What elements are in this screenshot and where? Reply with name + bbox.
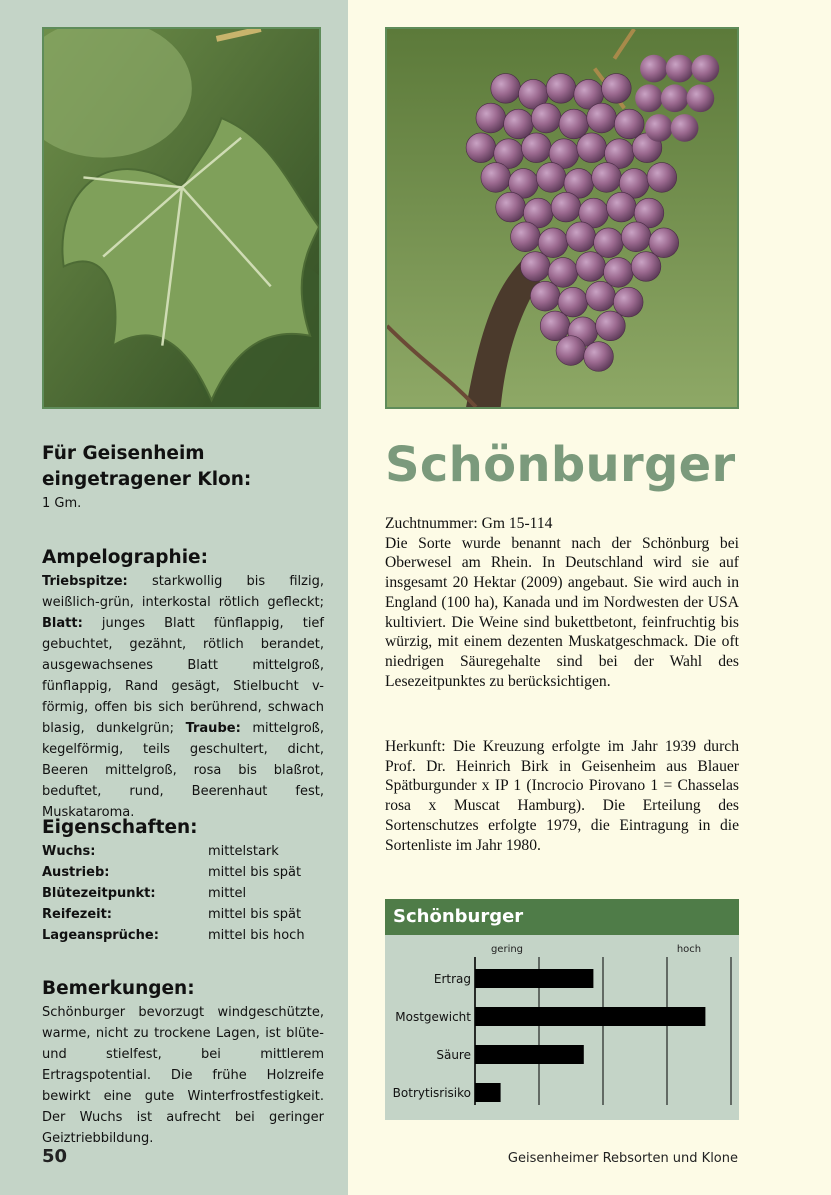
chart-title: Schönburger (385, 899, 739, 935)
clone-section (42, 441, 324, 514)
property-row (42, 841, 324, 862)
berry (631, 252, 661, 282)
ampelography-section (42, 545, 324, 823)
berry (538, 228, 568, 258)
grape-cluster-photo (385, 27, 739, 409)
berry (530, 281, 560, 311)
berry (531, 103, 561, 133)
property-value: mittel (208, 886, 247, 901)
berry (635, 84, 663, 112)
berry (587, 103, 617, 133)
berry (577, 133, 607, 163)
berry (521, 133, 551, 163)
clone-value: 1 Gm. (42, 496, 82, 511)
berry (548, 258, 578, 288)
category-label: Ertrag (433, 972, 471, 986)
origin-text: Herkunft: Die Kreuzung erfolgte im Jahr 1939 durch Prof. Dr. Heinrich Birk in Geisenheim aus Blauer Spätburgunder x IP 1 (Incrocio Pirovano 1 = Chasselas rosa x Muscat Hamburg). Die Erteilung des Sortenschutzes erfolgte 1979, die Eintragung in die Sortenliste im Jahr 1980. (385, 738, 739, 854)
footer-text: Geisenheimer Rebsorten und Klone (507, 1151, 738, 1166)
property-label: Wuchs: (42, 844, 96, 859)
berry (647, 163, 677, 193)
berry (602, 74, 632, 104)
property-row (42, 862, 324, 883)
berry (558, 287, 588, 317)
berry (466, 133, 496, 163)
berry (504, 109, 534, 139)
berry (614, 109, 644, 139)
berry (536, 163, 566, 193)
berry (692, 55, 720, 83)
property-row (42, 883, 324, 904)
berry (476, 103, 506, 133)
berry (546, 74, 576, 104)
cluster-label: Traube: (185, 721, 241, 736)
property-row (42, 925, 324, 946)
berry (606, 192, 636, 222)
category-label: Säure (436, 1048, 471, 1062)
berry (687, 84, 715, 112)
page-number: 50 (42, 1146, 68, 1167)
berry (540, 311, 570, 341)
berry (594, 228, 624, 258)
berry (551, 192, 581, 222)
chart-plot (385, 935, 739, 1120)
bar-ertrag (475, 969, 593, 988)
leaf-photo (42, 27, 321, 409)
properties-heading: Eigenschaften: (42, 817, 198, 838)
scale-high-label: hoch (676, 944, 702, 955)
description-text: Die Sorte wurde benannt nach der Schönburg bei Oberwesel am Rhein. In Deutschland wird sie auf insgesamt 20 Hektar (2009) angebaut. Sie wird auch in England (100 ha), Kanada und im Nordwesten der USA kultiviert. Die Weine sind bukettbetont, feinfruchtig bis würzig, mit einem dezenten Muskatgeschmack. Die oft niedrigen Säuregehalte sind bei der Wahl des Lesezeitpunktes zu berücksichtigen. (385, 534, 739, 690)
property-row (42, 904, 324, 925)
bar-botrytisrisiko (475, 1083, 501, 1102)
shoot-tip-label: Triebspitze: (42, 574, 128, 589)
berry (671, 114, 699, 142)
property-label: Austrieb: (42, 865, 110, 880)
remarks-section (42, 976, 324, 1149)
berry (511, 222, 541, 252)
properties-list (42, 841, 324, 946)
berry (586, 281, 616, 311)
characteristics-chart (385, 899, 739, 1120)
berry (491, 74, 521, 104)
berry (496, 192, 526, 222)
ampelography-text (42, 571, 324, 823)
berry (661, 84, 689, 112)
property-value: mittel bis hoch (208, 928, 305, 943)
berry (556, 336, 586, 366)
category-label: Botrytisrisiko (392, 1086, 471, 1100)
breeding-number: Zuchtnummer: Gm 15-114 (385, 515, 553, 532)
berry (592, 163, 622, 193)
property-label: Blütezeitpunkt: (42, 886, 156, 901)
property-value: mittel bis spät (208, 865, 302, 880)
origin-block (385, 737, 739, 855)
berry (584, 342, 614, 372)
property-label: Reifezeit: (42, 907, 113, 922)
berry (596, 311, 626, 341)
berry (621, 222, 651, 252)
property-value: mittelstark (208, 844, 279, 859)
remarks-heading: Bemerkungen: (42, 978, 195, 999)
remarks-text: Schönburger bevorzugt windgeschützte, warme, nicht zu trockene Lagen, ist blüte- und stielfest, bei mittlerem Ertragspotential. Die frühe Holzreife bewirkt eine gute Winterfrostfestigkeit. Der Wuchs ist aufrecht bei geringer Geiztriebbildung. (42, 1005, 324, 1146)
scale-low-label: gering (490, 944, 524, 955)
berry (666, 55, 694, 83)
berry (645, 114, 673, 142)
cluster-text: mittelgroß, kegelförmig, teils geschultert, dicht, Beeren mittelgroß, rosa bis blaßrot, beduftet, rund, Beerenhaut fest, Muskataroma. (42, 721, 324, 820)
property-value: mittel bis spät (208, 907, 302, 922)
leaf-text: junges Blatt fünflappig, tief gebuchtet, gezähnt, rötlich berandet, ausgewachsenes Blatt mittelgroß, fünflappig, Rand gesägt, Stielbucht v-förmig, offen bis sich berührend, schwach blasig, dunkelgrün; (42, 616, 324, 736)
berry (566, 222, 596, 252)
shoot-tip-text: starkwollig bis filzig, weißlich-grün, interkostal rötlich gefleckt; (42, 574, 324, 610)
berry (576, 252, 606, 282)
bar-mostgewicht (475, 1007, 705, 1026)
clone-heading: Für Geisenheim eingetragener Klon: (42, 443, 252, 490)
berry (649, 228, 679, 258)
properties-section (42, 815, 324, 946)
berry (640, 55, 668, 83)
property-label: Lageansprüche: (42, 928, 159, 943)
berry (520, 252, 550, 282)
leaf-label: Blatt: (42, 616, 83, 631)
berry (604, 258, 634, 288)
berry (559, 109, 589, 139)
category-label: Mostgewicht (395, 1010, 471, 1024)
bar-säure (475, 1045, 584, 1064)
berry (613, 287, 643, 317)
description-block (385, 514, 739, 691)
ampelography-heading: Ampelographie: (42, 547, 208, 568)
berry (481, 163, 511, 193)
variety-title: Schönburger (385, 437, 736, 493)
